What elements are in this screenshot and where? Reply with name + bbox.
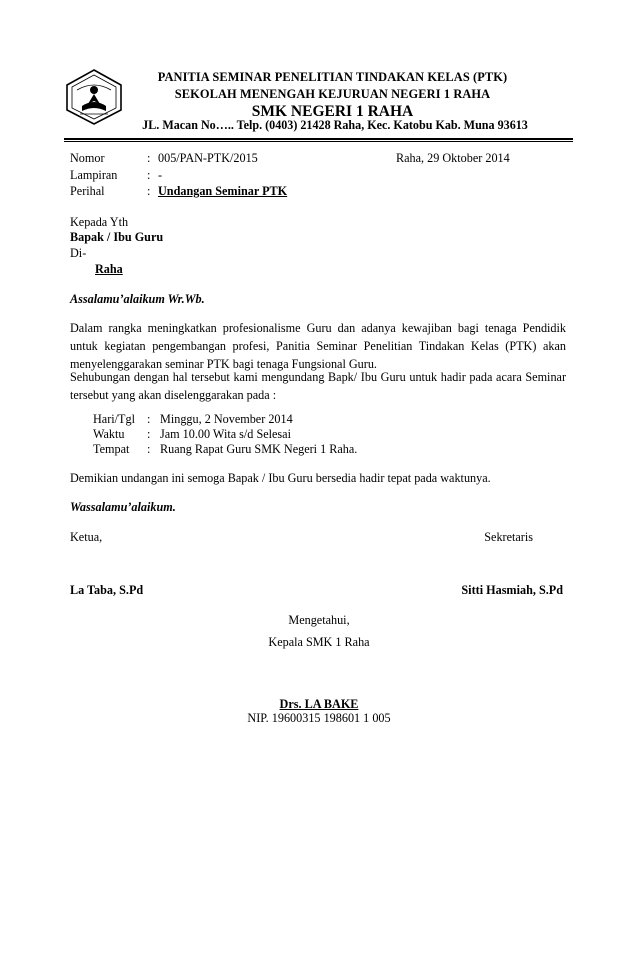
nomor-label: Nomor [70, 151, 105, 165]
recipient-name: Bapak / Ibu Guru [70, 230, 164, 244]
head-name-wrap [0, 697, 638, 712]
right-signer-title: Sekretaris [484, 530, 533, 544]
letterhead-rule-thick [64, 138, 573, 140]
hari-value: Minggu, 2 November 2014 [160, 412, 293, 426]
closing-salutation: Wassalamu’alaikum. [70, 500, 176, 514]
perihal-colon: : [147, 184, 151, 198]
waktu-label: Waktu [93, 427, 125, 441]
letterhead-line-2: SEKOLAH MENENGAH KEJURUAN NEGERI 1 RAHA [174, 87, 491, 101]
tempat-colon: : [147, 442, 151, 456]
right-signer-name: Sitti Hasmiah, S.Pd [461, 583, 563, 597]
letterhead-line-1: PANITIA SEMINAR PENELITIAN TINDAKAN KELAS (PTK) [157, 70, 508, 84]
recipient-city: Raha [95, 262, 123, 276]
head-name: Drs. LA BAKE [279, 697, 359, 711]
recipient-di: Di- [70, 246, 87, 260]
greeting: Assalamu’alaikum Wr.Wb. [70, 292, 205, 306]
tempat-value: Ruang Rapat Guru SMK Negeri 1 Raha. [160, 442, 358, 456]
paragraph-2: Sehubungan dengan hal tersebut kami mengundang Bapk/ Ibu Guru untuk hadir pada acara Seminar tersebut yang akan diselenggarakan pada : [70, 370, 566, 402]
recipient-kepada: Kepada Yth [70, 215, 129, 229]
lampiran-value: - [158, 168, 163, 182]
head-title: Kepala SMK 1 Raha [268, 635, 370, 649]
nomor-value: 005/PAN-PTK/2015 [158, 151, 258, 165]
place-date: Raha, 29 Oktober 2014 [396, 151, 510, 165]
letterhead-school-name: SMK NEGERI 1 RAHA [251, 103, 414, 120]
lampiran-label: Lampiran [70, 168, 118, 182]
letterhead-title [110, 69, 555, 122]
waktu-colon: : [147, 427, 151, 441]
left-signer-name: La Taba, S.Pd [70, 583, 144, 597]
perihal-label: Perihal [70, 184, 105, 198]
left-signer-title: Ketua, [70, 530, 103, 544]
letterhead-address: JL. Macan No….. Telp. (0403) 21428 Raha, Kec. Katobu Kab. Muna 93613 [142, 118, 528, 132]
closing-paragraph: Demikian undangan ini semoga Bapak / Ibu Guru bersedia hadir tepat pada waktunya. [70, 471, 491, 485]
acknowledged-label: Mengetahui, [288, 613, 350, 627]
paragraph-1: Dalam rangka meningkatkan profesionalisme Guru dan adanya kewajiban bagi tenaga Pendidik untuk kegiatan pengembangan profesi, Panitia Seminar Penelitian Tindakan Kelas (PTK) akan menyelenggarakan seminar PTK bagi tenaga Fungsional Guru. [70, 321, 566, 371]
lampiran-colon: : [147, 168, 151, 182]
waktu-value: Jam 10.00 Wita s/d Selesai [160, 427, 291, 441]
tempat-label: Tempat [93, 442, 130, 456]
hari-colon: : [147, 412, 151, 426]
letterhead-rule-thin [64, 141, 573, 142]
hari-label: Hari/Tgl [93, 412, 135, 426]
head-nip: NIP. 19600315 198601 1 005 [247, 711, 391, 725]
perihal-value: Undangan Seminar PTK [158, 184, 288, 198]
nomor-colon: : [147, 151, 151, 165]
